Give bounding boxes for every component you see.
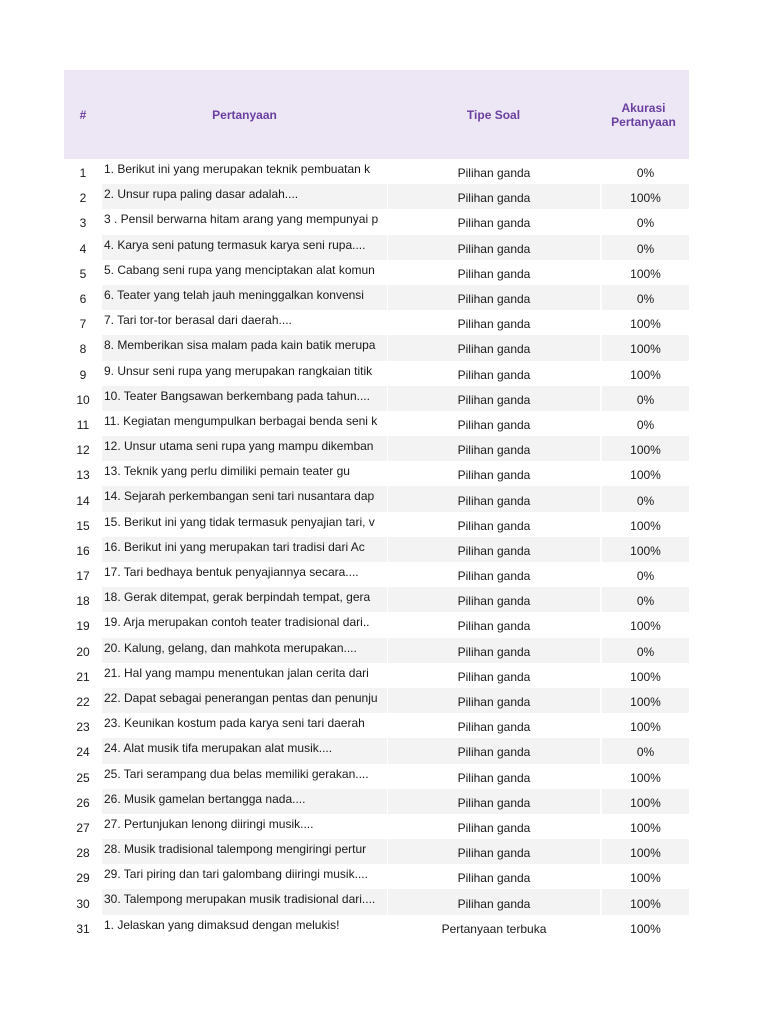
- row-accuracy: 100%: [602, 335, 689, 360]
- row-accuracy: 100%: [630, 820, 661, 835]
- row-accuracy: 100%: [602, 889, 689, 914]
- row-accuracy: 0%: [602, 587, 689, 612]
- header-accuracy: [600, 70, 687, 159]
- row-accuracy: 100%: [630, 619, 661, 634]
- row-type: Pilihan ganda: [388, 486, 600, 511]
- table-row: [64, 612, 689, 637]
- row-number: 30: [76, 896, 90, 911]
- table-row: [64, 235, 689, 260]
- row-type: Pilihan ganda: [457, 669, 531, 684]
- table-row: [64, 688, 689, 713]
- row-number: 7: [79, 317, 87, 332]
- table-row: [64, 789, 689, 814]
- row-question: 27. Pertunjukan lenong diiringi musik....: [104, 816, 314, 831]
- row-number: 29: [76, 871, 90, 886]
- row-type: Pilihan ganda: [388, 537, 600, 562]
- row-number: 13: [76, 468, 90, 483]
- row-number: 5: [79, 266, 87, 281]
- row-number: 9: [79, 367, 87, 382]
- header-number: #: [79, 107, 87, 122]
- row-accuracy: 100%: [630, 518, 661, 533]
- table-row: [64, 915, 689, 940]
- table-row: [64, 461, 689, 486]
- row-accuracy: 100%: [630, 921, 661, 936]
- row-type: Pilihan ganda: [388, 285, 600, 310]
- row-accuracy: 0%: [602, 738, 689, 763]
- row-type: Pilihan ganda: [457, 266, 531, 281]
- table-row: [64, 738, 689, 763]
- row-accuracy: 100%: [630, 720, 661, 735]
- row-type: Pilihan ganda: [457, 166, 531, 181]
- row-accuracy: 0%: [602, 235, 689, 260]
- row-accuracy: 0%: [602, 486, 689, 511]
- row-number: 21: [76, 669, 90, 684]
- table-row: [64, 537, 689, 562]
- table-row: [64, 713, 689, 738]
- table-row: [64, 663, 689, 688]
- row-accuracy: 100%: [630, 871, 661, 886]
- row-accuracy: 0%: [636, 569, 655, 584]
- row-type: Pilihan ganda: [388, 184, 600, 209]
- row-question: 8. Memberikan sisa malam pada kain batik merupa: [102, 335, 387, 360]
- row-type: Pilihan ganda: [388, 638, 600, 663]
- row-question: 28. Musik tradisional talempong mengiringi pertur: [102, 839, 387, 864]
- row-type: Pilihan ganda: [388, 335, 600, 360]
- row-accuracy: 100%: [630, 317, 661, 332]
- row-question: 17. Tari bedhaya bentuk penyajiannya secara....: [104, 565, 359, 579]
- row-type: Pilihan ganda: [388, 587, 600, 612]
- row-accuracy: 100%: [602, 184, 689, 209]
- row-question: 20. Kalung, gelang, dan mahkota merupakan....: [102, 638, 387, 663]
- row-type: Pilihan ganda: [457, 216, 531, 231]
- table-row: [64, 814, 689, 839]
- row-accuracy: 100%: [630, 367, 661, 382]
- table-row: [64, 764, 689, 789]
- row-type: Pilihan ganda: [388, 436, 600, 461]
- row-question: 26. Musik gamelan bertangga nada....: [102, 789, 387, 814]
- row-question: 10. Teater Bangsawan berkembang pada tahun....: [102, 386, 387, 411]
- row-question: 7. Tari tor-tor berasal dari daerah....: [104, 313, 292, 328]
- row-number: 24: [76, 745, 90, 760]
- table-row: [64, 310, 689, 335]
- row-number: 11: [76, 417, 90, 432]
- row-type: Pilihan ganda: [388, 889, 600, 914]
- row-accuracy: 0%: [636, 166, 655, 181]
- row-question: 12. Unsur utama seni rupa yang mampu dikemban: [102, 436, 387, 461]
- row-accuracy: 100%: [630, 669, 661, 684]
- row-number: 27: [76, 820, 90, 835]
- row-number: 26: [76, 795, 90, 810]
- row-number: 20: [76, 644, 90, 659]
- row-accuracy: 0%: [602, 285, 689, 310]
- header-question: Pertanyaan: [212, 107, 277, 122]
- row-question: 25. Tari serampang dua belas memiliki gerakan....: [104, 766, 369, 781]
- row-question: 22. Dapat sebagai penerangan pentas dan penunju: [102, 688, 387, 713]
- table-row: [64, 839, 689, 864]
- row-number: 4: [79, 241, 87, 256]
- row-type: Pilihan ganda: [457, 871, 531, 886]
- table-row: [64, 285, 689, 310]
- table-row: [64, 335, 689, 360]
- row-accuracy: 100%: [602, 688, 689, 713]
- table-header: [64, 70, 689, 159]
- row-number: 15: [76, 518, 90, 533]
- row-question: 18. Gerak ditempat, gerak berpindah tempat, gera: [102, 587, 387, 612]
- row-number: 16: [76, 543, 90, 558]
- row-number: 2: [79, 191, 87, 206]
- row-question: 24. Alat musik tifa merupakan alat musik....: [102, 738, 387, 763]
- row-question: 9. Unsur seni rupa yang merupakan rangkaian titik: [104, 363, 373, 378]
- row-number: 19: [76, 619, 90, 634]
- row-number: 17: [76, 569, 90, 584]
- row-type: Pilihan ganda: [457, 417, 531, 432]
- row-question: 1. Jelaskan yang dimaksud dengan melukis!: [104, 917, 340, 932]
- table-row: [64, 864, 689, 889]
- row-question: 6. Teater yang telah jauh meninggalkan konvensi: [102, 285, 387, 310]
- row-number: 12: [76, 443, 90, 458]
- row-number: 1: [79, 166, 87, 181]
- row-question: 11. Kegiatan mengumpulkan berbagai benda seni k: [104, 413, 378, 428]
- row-question: 4. Karya seni patung termasuk karya seni rupa....: [102, 235, 387, 260]
- table-row: [64, 436, 689, 461]
- row-type: Pilihan ganda: [457, 820, 531, 835]
- row-accuracy: 100%: [630, 266, 661, 281]
- row-type: Pertanyaan terbuka: [441, 921, 547, 936]
- row-question: 2. Unsur rupa paling dasar adalah....: [102, 184, 387, 209]
- row-type: Pilihan ganda: [457, 317, 531, 332]
- table-row: [64, 159, 689, 184]
- table-row: [64, 562, 689, 587]
- row-number: 8: [79, 342, 87, 357]
- row-type: Pilihan ganda: [388, 688, 600, 713]
- row-number: 28: [76, 846, 90, 861]
- header-accuracy-line1: Akurasi: [621, 100, 666, 115]
- row-type: Pilihan ganda: [457, 619, 531, 634]
- row-number: 18: [76, 594, 90, 609]
- table-row: [64, 587, 689, 612]
- row-accuracy: 0%: [602, 386, 689, 411]
- row-number: 23: [76, 720, 90, 735]
- row-number: 14: [76, 493, 90, 508]
- table-body: [64, 159, 689, 940]
- row-type: Pilihan ganda: [388, 386, 600, 411]
- header-type: Tipe Soal: [466, 107, 521, 122]
- row-question: 14. Sejarah perkembangan seni tari nusantara dap: [102, 486, 387, 511]
- table-row: [64, 486, 689, 511]
- row-accuracy: 100%: [630, 770, 661, 785]
- row-accuracy: 0%: [602, 638, 689, 663]
- row-question: 1. Berikut ini yang merupakan teknik pembuatan k: [104, 162, 371, 176]
- row-type: Pilihan ganda: [388, 789, 600, 814]
- row-type: Pilihan ganda: [457, 367, 531, 382]
- row-accuracy: 0%: [636, 417, 655, 432]
- table-row: [64, 260, 689, 285]
- row-question: 29. Tari piring dan tari galombang diiringi musik....: [104, 867, 368, 882]
- row-question: 3 . Pensil berwarna hitam arang yang mempunyai p: [104, 212, 379, 227]
- row-type: Pilihan ganda: [388, 839, 600, 864]
- table-row: [64, 386, 689, 411]
- row-number: 3: [79, 216, 87, 231]
- row-accuracy: 100%: [602, 537, 689, 562]
- row-number: 22: [76, 695, 90, 710]
- row-number: 25: [76, 770, 90, 785]
- row-number: 31: [76, 921, 90, 936]
- row-question: 23. Keunikan kostum pada karya seni tari daerah: [104, 716, 365, 731]
- header-accuracy-line2: Pertanyaan: [611, 114, 676, 129]
- results-table: [64, 70, 689, 940]
- table-row: [64, 638, 689, 663]
- row-accuracy: 100%: [602, 436, 689, 461]
- row-question: 16. Berikut ini yang merupakan tari tradisi dari Ac: [102, 537, 387, 562]
- row-type: Pilihan ganda: [457, 770, 531, 785]
- table-row: [64, 889, 689, 914]
- row-question: 13. Teknik yang perlu dimiliki pemain teater gu: [104, 464, 350, 479]
- table-row: [64, 411, 689, 436]
- row-type: Pilihan ganda: [388, 235, 600, 260]
- row-type: Pilihan ganda: [457, 720, 531, 735]
- row-question: 5. Cabang seni rupa yang menciptakan alat komun: [104, 262, 375, 277]
- row-question: 30. Talempong merupakan musik tradisional dari....: [102, 889, 387, 914]
- table-row: [64, 361, 689, 386]
- row-type: Pilihan ganda: [457, 569, 531, 584]
- table-row: [64, 512, 689, 537]
- row-number: 6: [79, 292, 87, 307]
- row-accuracy: 0%: [636, 216, 655, 231]
- row-question: 15. Berikut ini yang tidak termasuk penyajian tari, v: [104, 514, 375, 529]
- row-question: 21. Hal yang mampu menentukan jalan cerita dari: [104, 665, 369, 680]
- table-row: [64, 184, 689, 209]
- row-accuracy: 100%: [602, 839, 689, 864]
- row-accuracy: 100%: [602, 789, 689, 814]
- row-accuracy: 100%: [630, 468, 661, 483]
- table-row: [64, 209, 689, 234]
- row-question: 19. Arja merupakan contoh teater tradisional dari..: [104, 615, 370, 630]
- row-type: Pilihan ganda: [457, 468, 531, 483]
- row-type: Pilihan ganda: [457, 518, 531, 533]
- row-number: 10: [76, 392, 90, 407]
- row-type: Pilihan ganda: [388, 738, 600, 763]
